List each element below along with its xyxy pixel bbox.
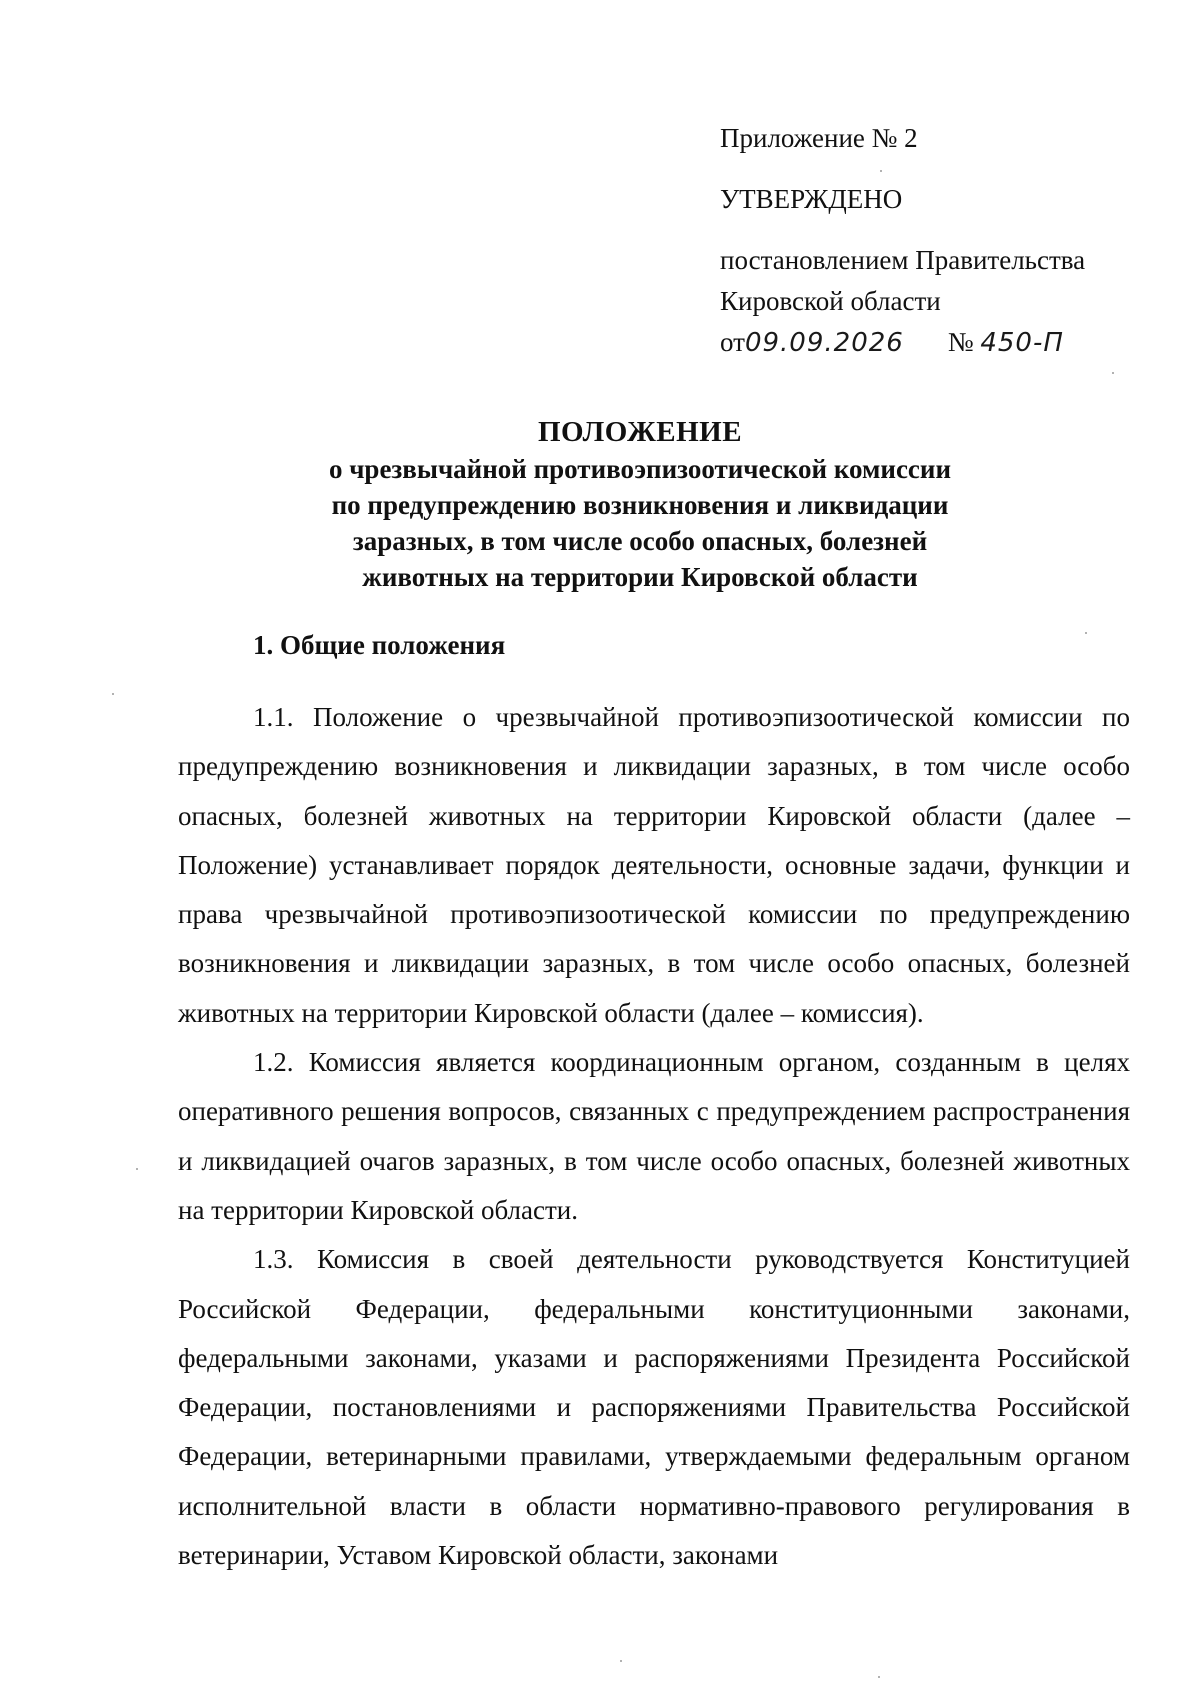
scan-speck bbox=[112, 693, 114, 695]
section-heading: 1. Общие положения bbox=[253, 630, 506, 660]
scan-speck bbox=[1085, 632, 1087, 634]
paragraph-1-1: 1.1. Положение о чрезвычайной противоэпизоотической комиссии по предупреждению возникновения и ликвидации заразных, в том числе особо опасных, болезней животных на территории Кировской области (далее – Положение) устанавливает порядок деятельности, основные задачи, функции и права чрезвычайной противоэпизоотической комиссии по предупреждению возникновения и ликвидации заразных, в том числе особо опасных, болезней животных на территории Кировской области (далее – комиссия). bbox=[178, 702, 1130, 1028]
date-prefix: от bbox=[720, 327, 745, 357]
subtitle-line: о чрезвычайной противоэпизоотической комиссии bbox=[328, 454, 952, 484]
approved-by-line-2: Кировской области bbox=[720, 286, 941, 316]
document-title: ПОЛОЖЕНИЕ bbox=[537, 416, 743, 448]
subtitle-line: по предупреждению возникновения и ликвидации bbox=[331, 490, 949, 520]
approval-date-number-line bbox=[720, 322, 1160, 364]
number-prefix: № bbox=[947, 327, 974, 357]
approval-block bbox=[720, 118, 1160, 364]
scan-speck bbox=[620, 1660, 622, 1662]
appendix-label: Приложение № 2 bbox=[720, 123, 918, 153]
approved-by-line-1: постановлением Правительства bbox=[720, 245, 1086, 275]
approved-label: УТВЕРЖДЕНО bbox=[720, 184, 903, 214]
document-subtitle bbox=[160, 451, 1120, 595]
scan-speck bbox=[1112, 372, 1114, 374]
paragraph-1-2: 1.2. Комиссия является координационным органом, созданным в целях оперативного решения вопросов, связанных с предупреждением распространения и ликвидацией очагов заразных, в том числе особо опасных, болезней животных на территории Кировской области. bbox=[178, 1047, 1130, 1225]
subtitle-line: животных на территории Кировской области bbox=[362, 562, 918, 592]
handwritten-number: 450-П bbox=[980, 328, 1064, 358]
scan-speck bbox=[136, 1168, 138, 1170]
scan-speck bbox=[878, 1676, 880, 1678]
handwritten-date: 09.09.2026 bbox=[744, 328, 904, 358]
paragraph-1-3: 1.3. Комиссия в своей деятельности руководствуется Конституцией Российской Федерации, федеральными конституционными законами, федеральными законами, указами и распоряжениями Президента Российской Федерации, постановлениями и распоряжениями Правительства Российской Федерации, ветеринарными правилами, утверждаемыми федеральным органом исполнительной власти в области нормативно-правового регулирования в ветеринарии, Уставом Кировской области, законами bbox=[178, 1244, 1130, 1571]
subtitle-line: заразных, в том числе особо опасных, болезней bbox=[352, 526, 928, 556]
document-title-block bbox=[160, 413, 1120, 595]
section-body bbox=[178, 693, 1130, 1580]
